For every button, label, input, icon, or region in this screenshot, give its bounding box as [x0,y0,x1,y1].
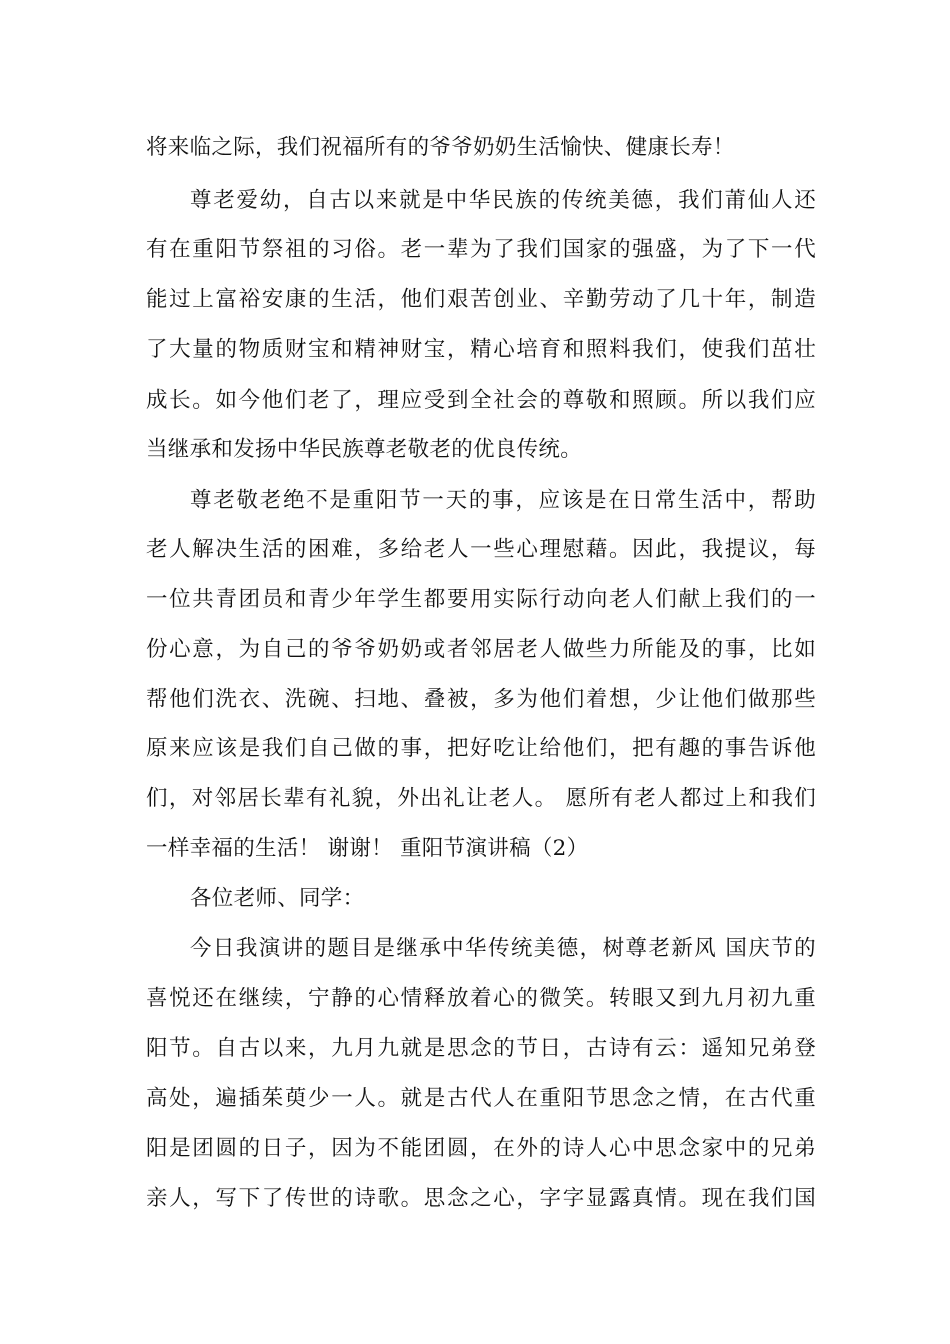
paragraph-first-line: 尊老爱幼，自古以来就是中华民族的传统美德，我们莆仙人还 [190,188,816,213]
paragraph-first-line: 尊老敬老绝不是重阳节一天的事，应该是在日常生活中，帮助 [190,488,816,513]
paragraph-first-line: 今日我演讲的题目是继承中华传统美德，树尊老新风 国庆节的 [190,936,816,961]
text-line: 能过上富裕安康的生活，他们艰苦创业、辛勤劳动了几十年，制造 [146,287,816,312]
text-line: 一位共青团员和青少年学生都要用实际行动向老人们献上我们的一 [146,587,816,612]
text-line: 帮他们洗衣、洗碗、扫地、叠被，多为他们着想，少让他们做那些 [146,687,816,712]
text-line: 原来应该是我们自己做的事，把好吃让给他们，把有趣的事告诉他 [146,736,816,761]
text-line: 喜悦还在继续，宁静的心情释放着心的微笑。转眼又到九月初九重 [146,986,816,1011]
text-line: 亲人，写下了传世的诗歌。思念之心，字字显露真情。现在我们国 [146,1186,816,1211]
text-line: 当继承和发扬中华民族尊老敬老的优良传统。 [146,437,583,462]
text-line: 阳节。自古以来，九月九就是思念的节日，古诗有云：遥知兄弟登 [146,1036,816,1061]
text-line: 们，对邻居长辈有礼貌，外出礼让老人。 愿所有老人都过上和我们 [146,786,816,811]
text-line: 一样幸福的生活！ 谢谢！ 重阳节演讲稿（2） [146,836,589,861]
text-line: 了大量的物质财宝和精神财宝，精心培育和照料我们，使我们茁壮 [146,337,816,362]
text-line: 阳是团圆的日子，因为不能团圆，在外的诗人心中思念家中的兄弟 [146,1136,816,1161]
salutation: 各位老师、同学： [190,886,365,911]
text-line: 成长。如今他们老了，理应受到全社会的尊敬和照顾。所以我们应 [146,388,816,413]
text-line: 份心意，为自己的爷爷奶奶或者邻居老人做些力所能及的事，比如 [146,637,816,662]
text-line: 老人解决生活的困难，多给老人一些心理慰藉。因此，我提议，每 [146,537,816,562]
text-line: 有在重阳节祭祖的习俗。老一辈为了我们国家的强盛，为了下一代 [146,237,816,262]
text-line: 高处，遍插茱萸少一人。就是古代人在重阳节思念之情，在古代重 [146,1086,816,1111]
text-line: 将来临之际，我们祝福所有的爷爷奶奶生活愉快、健康长寿！ [146,135,735,160]
